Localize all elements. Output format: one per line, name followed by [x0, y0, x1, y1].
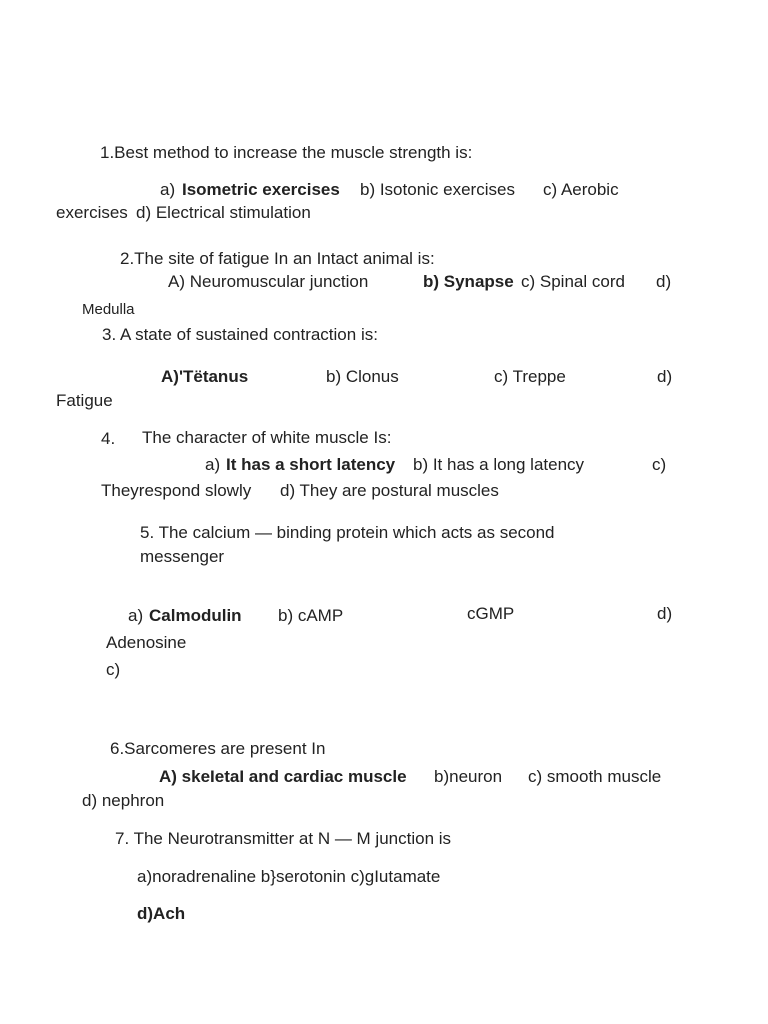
question-1: 1.Best method to increase the muscle strength is:	[100, 143, 473, 162]
q3-option-d-text: Fatigue	[56, 391, 113, 410]
q7-option-d-answer: d)Ach	[137, 904, 186, 923]
q7-options: a)noradrenaline b}serotonin c)gIutamate	[137, 867, 441, 886]
q2-option-d-text: Medulla	[82, 301, 135, 318]
q3-option-a-answer: A)'Tëtanus	[161, 367, 249, 386]
q5-option-b: b) cAMP	[278, 606, 344, 625]
question-5-line-1: 5. The calcium — binding protein which acts as second	[140, 523, 555, 542]
q3-option-c: c) Treppe	[494, 367, 566, 386]
question-5-line-2: messenger	[140, 547, 225, 566]
q5-option-c-label: c)	[106, 660, 121, 679]
q6-option-a-answer: A) skeIetaI and cardiac muscle	[159, 767, 407, 786]
question-2: 2.The site of fatigue In an Intact animal is:	[120, 249, 435, 268]
q4-option-c-text: Theyrespond slowly	[101, 481, 252, 500]
q1-option-d: d) Electrical stimulation	[136, 203, 311, 222]
q3-option-d-label: d)	[657, 367, 673, 386]
q2-option-b-answer: b) Synapse	[423, 272, 514, 291]
q4-number: 4.	[101, 429, 116, 448]
question-4: The character of white muscle Is:	[142, 428, 392, 447]
question-7: 7. The Neurotransmitter at N — M junction is	[115, 829, 452, 848]
q4-option-a-label: a)	[205, 455, 221, 474]
q2-option-d-label: d)	[656, 272, 672, 291]
q4-option-b: b) It has a long latency	[413, 455, 585, 474]
q5-option-c-text: cGMP	[467, 604, 515, 623]
q5-option-a-answer: Calmodulin	[149, 606, 242, 625]
question-3: 3. A state of sustained contraction is:	[102, 325, 378, 344]
q3-option-b: b) Clonus	[326, 367, 399, 386]
q1-option-b: b) Isotonic exercises	[360, 180, 515, 199]
question-6: 6.Sarcomeres are present In	[110, 739, 326, 758]
q1-option-c-continued: exercises	[56, 203, 128, 222]
q1-option-c: c) Aerobic	[543, 180, 619, 199]
q5-option-a-label: a)	[128, 606, 144, 625]
q5-option-d-text: Adenosine	[106, 633, 187, 652]
q6-option-b: b)neuron	[434, 767, 503, 786]
q1-option-a-label: a)	[160, 180, 176, 199]
q1-option-a-answer: Isometric exercises	[182, 180, 340, 199]
q5-option-d-label: d)	[657, 604, 673, 623]
q2-option-a: A) Neuromuscular junction	[168, 272, 369, 291]
q4-option-c-label: c)	[652, 455, 667, 474]
q4-option-a-answer: It has a short latency	[226, 455, 396, 474]
q4-option-d: d) They are postural muscles	[280, 481, 499, 500]
q2-option-c: c) Spinal cord	[521, 272, 625, 291]
q6-option-d: d) nephron	[82, 791, 165, 810]
q6-option-c: c) smooth muscle	[528, 767, 662, 786]
